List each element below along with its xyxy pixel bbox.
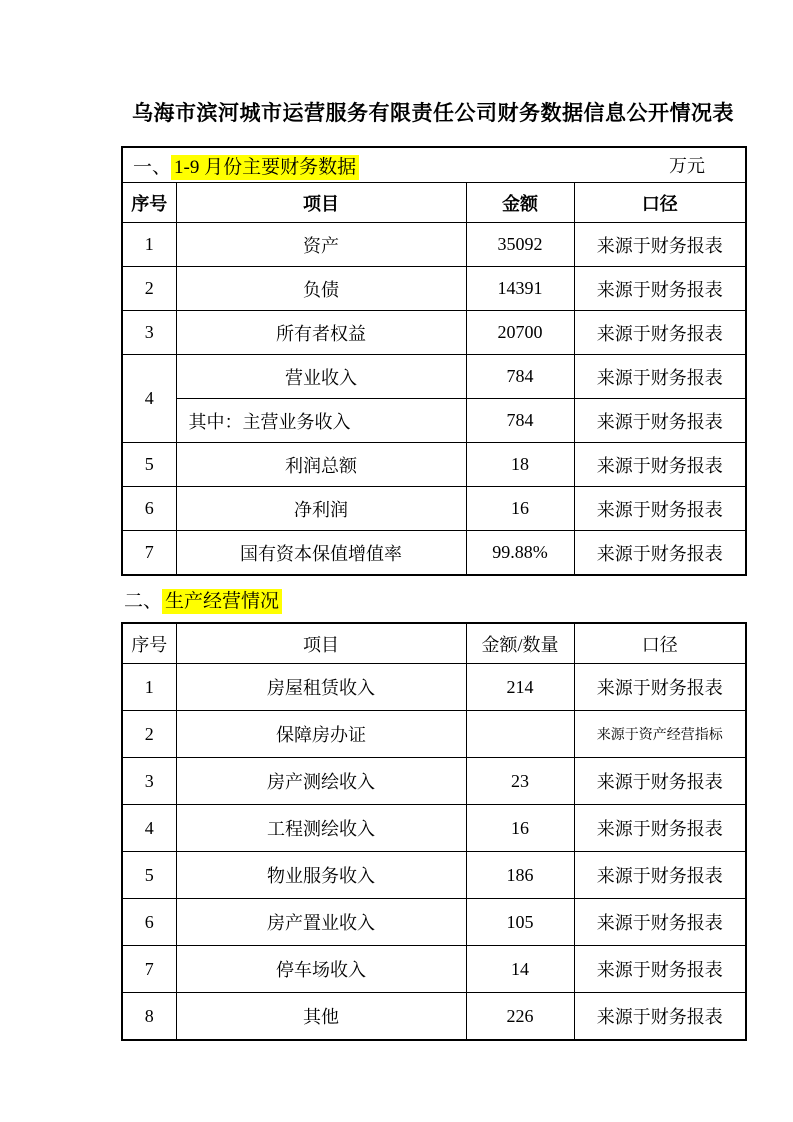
table-row [122,443,746,487]
cell-item: 房屋租赁收入 [176,664,466,711]
table-row [122,805,746,852]
cell-no: 6 [122,899,176,946]
cell-caliber: 来源于财务报表 [574,355,746,399]
cell-caliber: 来源于财务报表 [574,664,746,711]
cell-amount: 18 [466,443,574,487]
cell-caliber: 来源于财务报表 [574,267,746,311]
cell-item: 其他 [176,993,466,1041]
cell-amount: 784 [466,355,574,399]
document-title: 乌海市滨河城市运营服务有限责任公司财务数据信息公开情况表 [132,101,734,125]
cell-item: 营业收入 [176,355,466,399]
table-1-header-row [122,183,746,223]
cell-caliber: 来源于财务报表 [574,223,746,267]
table-1-col-header-no: 序号 [122,183,176,223]
cell-caliber: 来源于财务报表 [574,852,746,899]
table-row [122,758,746,805]
section-1-title-highlight: 1-9 月份主要财务数据 [171,155,359,180]
cell-no: 3 [122,758,176,805]
cell-caliber: 来源于财务报表 [574,487,746,531]
cell-item: 房产测绘收入 [176,758,466,805]
cell-item: 工程测绘收入 [176,805,466,852]
cell-item: 保障房办证 [176,711,466,758]
cell-no: 6 [122,487,176,531]
cell-item: 国有资本保值增值率 [176,531,466,576]
table-row [122,899,746,946]
cell-caliber: 来源于财务报表 [574,993,746,1041]
section-2-title-highlight: 生产经营情况 [162,589,282,614]
cell-no-merged: 4 [122,355,176,443]
cell-amount: 186 [466,852,574,899]
table-2-col-header-no: 序号 [122,623,176,664]
table-row [122,355,746,399]
cell-item: 房产置业收入 [176,899,466,946]
table-row [122,311,746,355]
table-row [122,711,746,758]
cell-amount: 16 [466,805,574,852]
cell-no: 7 [122,946,176,993]
cell-amount: 14 [466,946,574,993]
cell-amount: 16 [466,487,574,531]
table-subrow [122,399,746,443]
cell-item: 净利润 [176,487,466,531]
cell-caliber: 来源于财务报表 [574,399,746,443]
cell-amount: 20700 [466,311,574,355]
cell-item: 负债 [176,267,466,311]
cell-no: 1 [122,664,176,711]
table-1-col-header-amount: 金额 [466,183,574,223]
cell-item: 利润总额 [176,443,466,487]
cell-caliber: 来源于财务报表 [574,946,746,993]
table-row [122,267,746,311]
cell-caliber: 来源于财务报表 [574,443,746,487]
cell-no: 5 [122,443,176,487]
table-1-col-header-item: 项目 [176,183,466,223]
table-row [122,852,746,899]
cell-caliber: 来源于财务报表 [574,899,746,946]
table-row [122,946,746,993]
section-2-heading [121,587,745,617]
table-row [122,487,746,531]
cell-no: 3 [122,311,176,355]
cell-amount: 99.88% [466,531,574,576]
cell-amount: 226 [466,993,574,1041]
cell-amount: 23 [466,758,574,805]
cell-amount: 14391 [466,267,574,311]
unit-label: 万元 [669,156,706,176]
section-1-cell [122,147,746,183]
cell-no: 8 [122,993,176,1041]
cell-no: 2 [122,267,176,311]
cell-no: 7 [122,531,176,576]
table-2-col-header-amount: 金额/数量 [466,623,574,664]
cell-item: 资产 [176,223,466,267]
cell-caliber: 来源于财务报表 [574,531,746,576]
table-2-col-header-item: 项目 [176,623,466,664]
table-production-operation [121,622,747,1041]
cell-caliber: 来源于资产经营指标 [574,711,746,758]
cell-caliber: 来源于财务报表 [574,758,746,805]
section-1-row [122,147,746,183]
cell-no: 5 [122,852,176,899]
table-row [122,531,746,576]
cell-item: 所有者权益 [176,311,466,355]
cell-item: 停车场收入 [176,946,466,993]
cell-item: 物业服务收入 [176,852,466,899]
table-2-col-header-caliber: 口径 [574,623,746,664]
table-2-header-row [122,623,746,664]
cell-amount-empty [466,711,574,758]
table-main-financial-data [121,146,747,576]
section-1-prefix: 一、 [133,156,172,178]
cell-caliber: 来源于财务报表 [574,805,746,852]
cell-amount: 784 [466,399,574,443]
section-1-heading [133,152,359,179]
cell-caliber: 来源于财务报表 [574,311,746,355]
cell-no: 4 [122,805,176,852]
table-row [122,223,746,267]
section-2-prefix: 二、 [124,591,163,612]
cell-no: 1 [122,223,176,267]
table-row [122,993,746,1041]
table-1-col-header-caliber: 口径 [574,183,746,223]
cell-amount: 105 [466,899,574,946]
cell-item: 其中：主营业务收入 [176,399,466,443]
document-body [121,0,745,1041]
cell-amount: 214 [466,664,574,711]
table-row [122,664,746,711]
cell-amount: 35092 [466,223,574,267]
cell-no: 2 [122,711,176,758]
